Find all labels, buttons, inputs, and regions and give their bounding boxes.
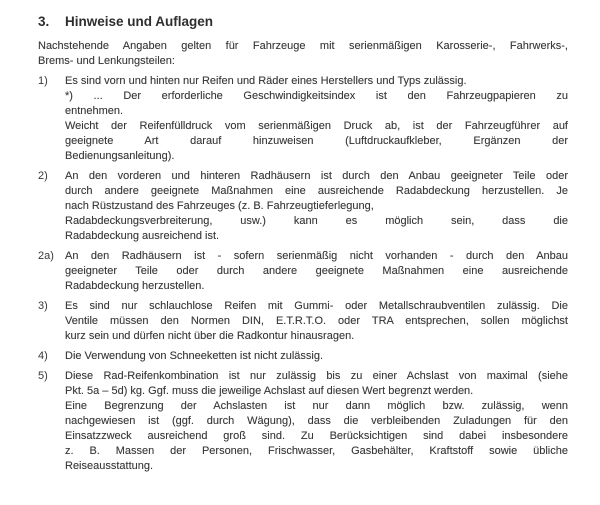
text-line: An den Radhäusern ist - sofern serienmäßig nicht vorhanden - durch den Anbau xyxy=(65,250,568,262)
item-number: 5) xyxy=(38,370,48,382)
text-line: durch andere geeignete Maßnahmen eine ausreichende Radabdeckung herzustellen. Je xyxy=(65,185,568,197)
text-line: geeignete Art darauf hinzuweisen (Luftdruckaufkleber, Ergänzen der xyxy=(65,135,568,147)
text-line: Radabdeckungsverbreiterung, usw.) kann es möglich sein, dass die xyxy=(65,215,568,227)
section-number: 3. xyxy=(38,14,50,29)
list-item xyxy=(38,249,568,294)
text-line: Eine Begrenzung der Achslasten ist nur dann möglich bzw. zulässig, wenn xyxy=(65,400,568,412)
items-list xyxy=(38,74,568,474)
list-item xyxy=(38,74,568,164)
item-text xyxy=(65,74,568,164)
text-line: Radabdeckung ausreichend ist. xyxy=(65,230,220,242)
list-item xyxy=(38,349,568,364)
text-line: z. B. Massen der Personen, Frischwasser, Gasbehälter, Kraftstoff sowie übliche xyxy=(65,445,568,457)
text-line: geeigneter Teile oder durch andere geeignete Maßnahmen eine ausreichende xyxy=(65,265,568,277)
text-line: Die Verwendung von Schneeketten ist nicht zulässig. xyxy=(65,350,324,362)
item-number: 2) xyxy=(38,170,48,182)
item-text xyxy=(65,369,568,474)
text-line: Brems- und Lenkungsteilen: xyxy=(38,55,175,67)
text-line: Pkt. 5a – 5d) kg. Ggf. muss die jeweilige Achslast auf diesen Wert begrenzt werden. xyxy=(65,385,474,397)
text-line: Diese Rad-Reifenkombination ist nur zulässig bis zu einer Achslast von maximal (siehe xyxy=(65,370,568,382)
item-text xyxy=(65,169,568,244)
intro-paragraph xyxy=(38,39,568,69)
item-number: 3) xyxy=(38,300,48,312)
item-number: 1) xyxy=(38,75,48,87)
item-number: 2a) xyxy=(38,250,54,262)
text-line: Einsatzzweck ausreichend groß sind. Zu Berücksichtigen sind dabei insbesondere xyxy=(65,430,568,442)
item-text xyxy=(65,249,568,294)
list-item xyxy=(38,299,568,344)
text-line: Radabdeckung herzustellen. xyxy=(65,280,205,292)
item-number: 4) xyxy=(38,350,48,362)
text-line: Nachstehende Angaben gelten für Fahrzeuge mit serienmäßigen Karosserie-, Fahrwerks-, xyxy=(38,40,568,52)
text-line: Reiseausstattung. xyxy=(65,460,154,472)
list-item xyxy=(38,169,568,244)
text-line: Bedienungsanleitung). xyxy=(65,150,175,162)
text-line: Ventile müssen den Normen DIN, E.T.R.T.O. oder TRA entsprechen, sollen möglichst xyxy=(65,315,568,327)
list-item xyxy=(38,369,568,474)
item-text xyxy=(65,299,568,344)
text-line: An den vorderen und hinteren Radhäusern ist durch den Anbau geeigneter Teile oder xyxy=(65,170,568,182)
text-line: Es sind nur schlauchlose Reifen mit Gummi- oder Metallschraubventilen zulässig. Die xyxy=(65,300,568,312)
item-text xyxy=(65,349,568,364)
section-heading xyxy=(38,14,568,30)
text-line: *) ... Der erforderliche Geschwindigkeitsindex ist den Fahrzeugpapieren zu xyxy=(65,90,568,102)
section-title: Hinweise und Auflagen xyxy=(65,14,214,29)
text-line: kurz sein und dürfen nicht über die Radkontur hinausragen. xyxy=(65,330,355,342)
text-line: Weicht der Reifenfülldruck vom serienmäßigen Druck ab, ist der Fahrzeugführer auf xyxy=(65,120,568,132)
text-line: nach Rüstzustand des Fahrzeuges (z. B. Fahrzeugtieferlegung, xyxy=(65,200,374,212)
text-line: Es sind vorn und hinten nur Reifen und Räder eines Herstellers und Typs zulässig. xyxy=(65,75,467,87)
text-line: nachgewiesen ist (ggf. durch Wägung), dass die verbleibenden Zuladungen für den xyxy=(65,415,568,427)
text-line: entnehmen. xyxy=(65,105,124,117)
